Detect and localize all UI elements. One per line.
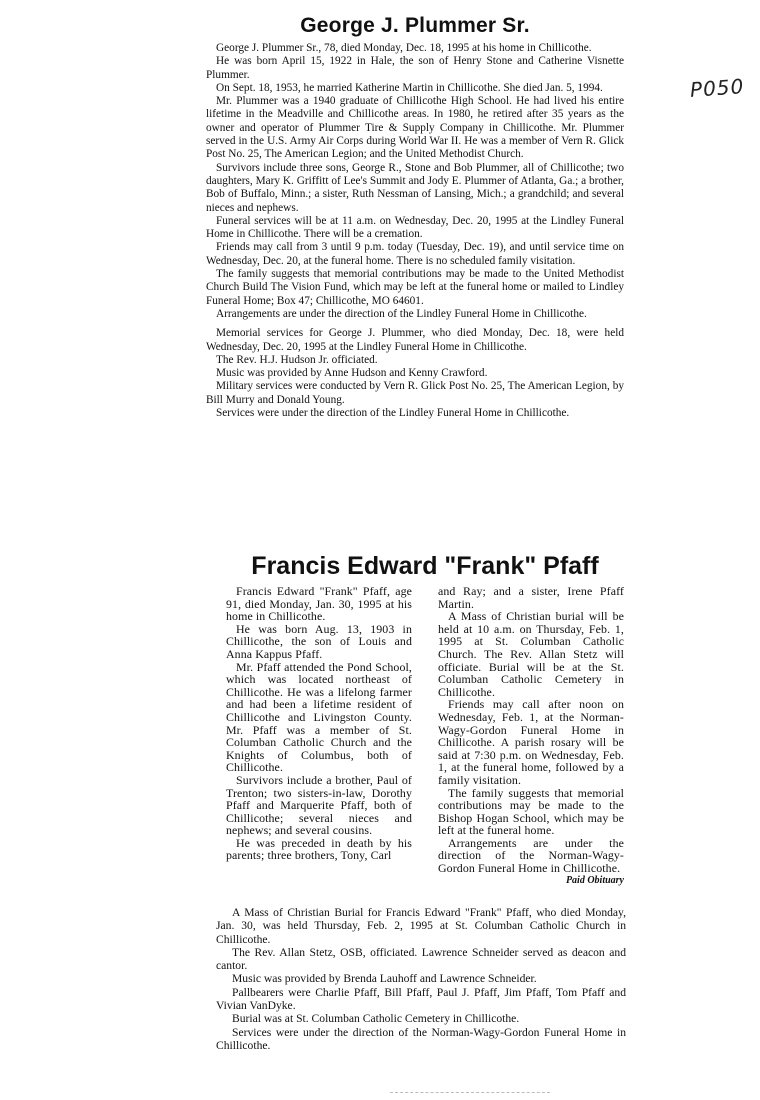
- obituary-columns: [226, 585, 624, 886]
- obituary-paragraph: Mr. Pfaff attended the Pond School, which was located northeast of Chillicothe. He was a lifelong farmer and had been a lifetime resident of Chillicothe and Livingston County. Mr. Pfaff was a member of St. Columban Catholic Church and the Knights of Columbus, both of Chillicothe.: [226, 659, 412, 775]
- notice-paragraph: Services were under the direction of the Norman-Wagy-Gordon Funeral Home in Chillicothe.: [216, 1025, 626, 1052]
- memorial-paragraph: Music was provided by Anne Hudson and Kenny Crawford.: [216, 367, 488, 380]
- mass-of-burial-notice: [216, 906, 626, 1052]
- obituary-paragraph: He was born April 15, 1922 in Hale, the son of Henry Stone and Catherine Visnette Plummer.: [206, 55, 624, 81]
- memorial-paragraph: Military services were conducted by Vern R. Glick Post No. 25, The American Legion, by Bill Murry and Donald Young.: [206, 380, 624, 406]
- notice-paragraph: The Rev. Allan Stetz, OSB, officiated. Lawrence Schneider served as deacon and cantor.: [216, 945, 626, 973]
- memorial-paragraph: The Rev. H.J. Hudson Jr. officiated.: [216, 353, 378, 366]
- obituary-paragraph: Survivors include three sons, George R., Stone and Bob Plummer, all of Chillicothe; two daughters, Mary K. Griffitt of Lee's Summit and Jody E. Plummer of Atlanta, Ga.; a brother, Bob of Buffalo, Minn.; a sister, Ruth Nessman of Lansing, Mich.; a grandchild; and several nieces and nephews.: [206, 161, 624, 214]
- obituary-paragraph: George J. Plummer Sr., 78, died Monday, Dec. 18, 1995 at his home in Chillicothe.: [216, 42, 592, 54]
- obituary-title: Francis Edward "Frank" Pfaff: [251, 552, 599, 580]
- obituary-paragraph: Arrangements are under the direction of the Lindley Funeral Home in Chillicothe.: [216, 307, 587, 320]
- memorial-paragraph: Services were under the direction of the Lindley Funeral Home in Chillicothe.: [216, 407, 570, 420]
- obituary-paragraph: The family suggests that memorial contributions may be made to the United Methodist Church Build The Vision Fund, which may be left at the funeral home or mailed to Lindley Funeral Home; Box 47; Chillicothe, MO 64601.: [206, 268, 624, 307]
- obituary-paragraph: Friends may call from 3 until 9 p.m. today (Tuesday, Dec. 19), and until service time on Wednesday, Dec. 20, at the funeral home. There is no scheduled family visitation.: [206, 241, 624, 267]
- obituary-left-column: [226, 585, 412, 886]
- notice-paragraph: A Mass of Christian Burial for Francis Edward "Frank" Pfaff, who died Monday, Jan. 30, was held Thursday, Feb. 2, 1995 at St. Columban Catholic Church in Chillicothe.: [216, 906, 626, 946]
- obituary-paragraph: Francis Edward "Frank" Pfaff, age 91, died Monday, Jan. 30, 1995 at his home in Chillicothe.: [226, 584, 412, 624]
- obituary-paragraph: Mr. Plummer was a 1940 graduate of Chillicothe High School. He had lived his entire lifetime in the Meadville and Chillicothe areas. In 1980, he retired after 35 years as the owner and operator of Plummer Tire & Supply Company in Chillicothe. Mr. Plummer served in the U.S. Army Air Corps during World War II. He was a member of Vern R. Glick Post No. 25, The American Legion; and the United Methodist Church.: [206, 95, 624, 161]
- notice-paragraph: Music was provided by Brenda Lauhoff and Lawrence Schneider.: [232, 972, 537, 986]
- memorial-paragraph: Memorial services for George J. Plummer, who died Monday, Dec. 18, were held Wednesday, Dec. 20, 1995 at the Lindley Funeral Home in Chillicothe.: [206, 327, 624, 353]
- notice-paragraph: Pallbearers were Charlie Pfaff, Bill Pfaff, Paul J. Pfaff, Jim Pfaff, Tom Pfaff and Vivian VanDyke.: [216, 985, 626, 1013]
- obituary-paragraph: Funeral services will be at 11 a.m. on Wednesday, Dec. 20, 1995 at the Lindley Funeral Home in Chillicothe. There will be a cremation.: [206, 214, 624, 241]
- obituary-paragraph: On Sept. 18, 1953, he married Katherine Martin in Chillicothe. She died Jan. 5, 1994.: [216, 81, 603, 94]
- obituary-paragraph: He was preceded in death by his parents; three brothers, Tony, Carl: [226, 835, 412, 863]
- obituary-paragraph: and Ray; and a sister, Irene Pfaff Martin.: [438, 584, 624, 611]
- obituary-paragraph: Friends may call after noon on Wednesday, Feb. 1, at the Norman-Wagy-Gordon Funeral Home in Chillicothe. A parish rosary will be said at 7:30 p.m. on Wednesday, Feb. 1, at the funeral home, followed by a family visitation.: [438, 697, 624, 787]
- obituary-paragraph: A Mass of Christian burial will be held at 10 a.m. on Thursday, Feb. 1, 1995 at St. Columban Catholic Church. The Rev. Allan Stetz will officiate. Burial will be at the St. Columban Catholic Cemetery in Chillicothe.: [438, 609, 624, 699]
- notice-paragraph: Burial was at St. Columban Catholic Cemetery in Chillicothe.: [232, 1012, 520, 1026]
- paid-obituary-label: Paid Obituary: [565, 874, 624, 886]
- obituary-paragraph: He was born Aug. 13, 1903 in Chillicothe, the son of Louis and Anna Kappus Pfaff.: [226, 621, 412, 661]
- obituary-george-plummer: [206, 14, 624, 420]
- obituary-francis-pfaff: [226, 552, 624, 886]
- obituary-title: George J. Plummer Sr.: [300, 14, 530, 37]
- handwritten-page-note: P050: [689, 74, 746, 102]
- obituary-paragraph: The family suggests that memorial contributions may be made to the Bishop Hogan School, which may be left at the funeral home.: [438, 785, 624, 838]
- scan-edge-mark: [390, 1092, 550, 1093]
- obituary-paragraph: Arrangements are under the direction of the Norman-Wagy-Gordon Funeral Home in Chillicothe.: [438, 835, 624, 876]
- obituary-paragraph: Survivors include a brother, Paul of Trenton; two sisters-in-law, Dorothy Pfaff and Marquerite Pfaff, both of Chillicothe; several nieces and nephews; and several cousins.: [226, 772, 412, 838]
- obituary-right-column: [438, 585, 624, 886]
